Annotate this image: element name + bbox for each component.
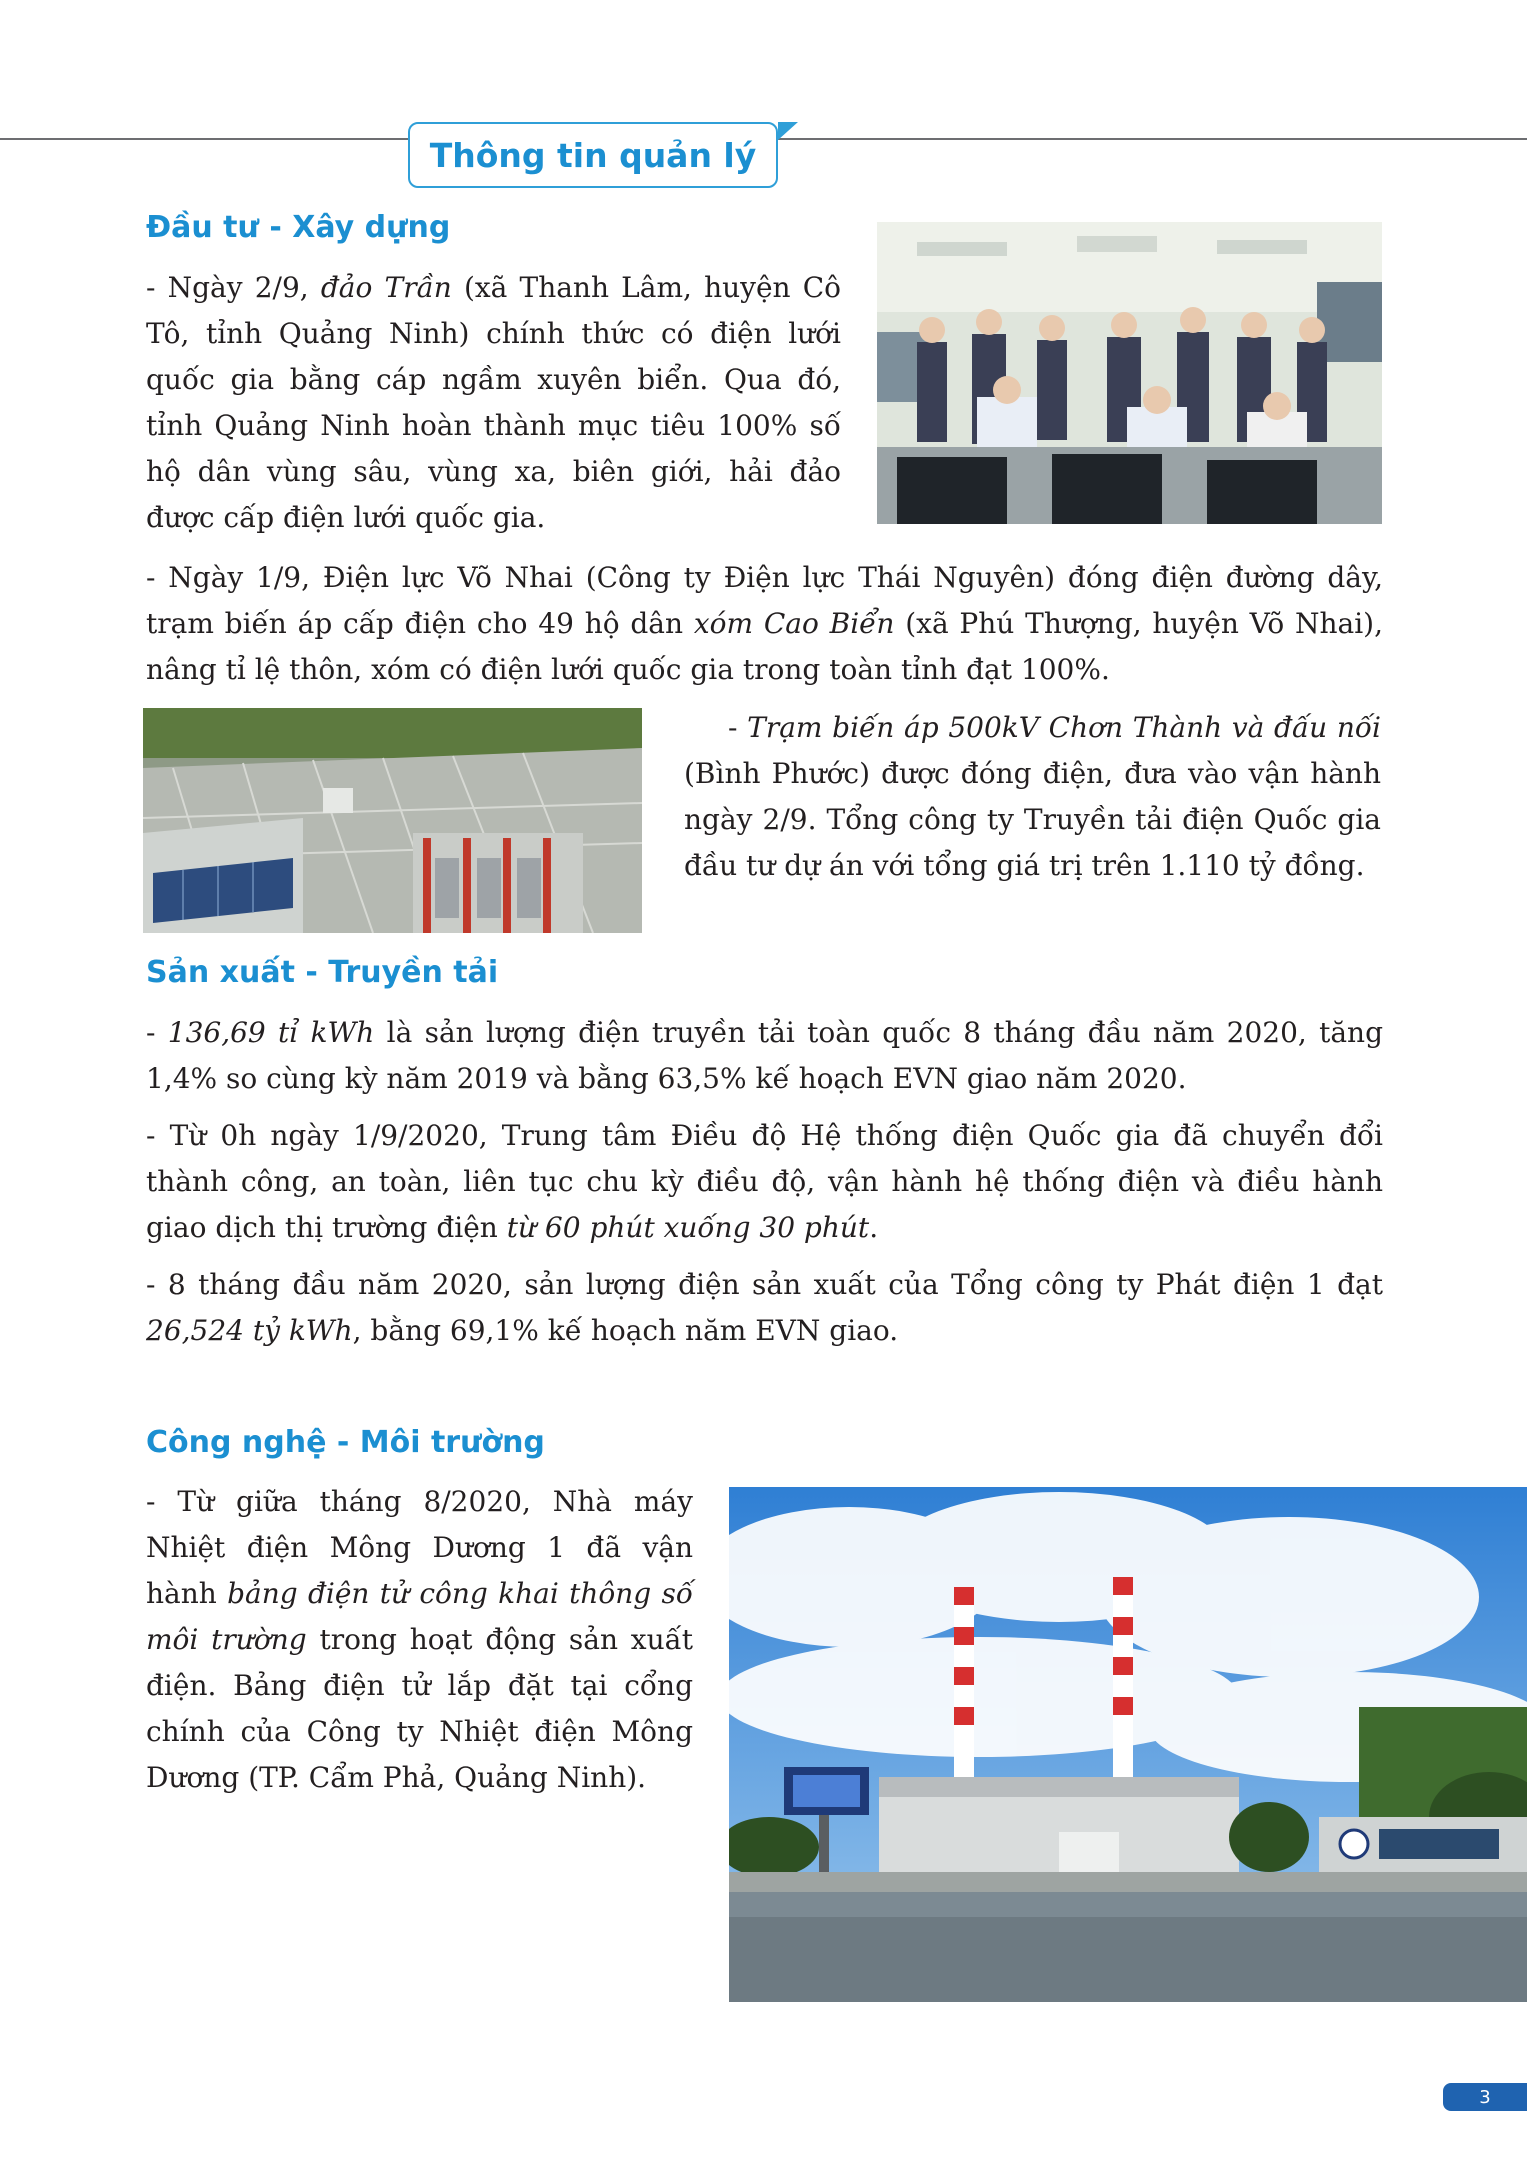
- text-run: -: [146, 1016, 168, 1049]
- section-header-title: Thông tin quản lý: [408, 122, 778, 188]
- photo-power-plant-gate: [729, 1487, 1527, 2002]
- text-italic: Trạm biến áp 500kV Chơn Thành và đấu nối: [747, 711, 1381, 744]
- text-run: (xã Phú Thượng, huyện Võ Nhai), nâng tỉ lệ thôn, xóm có điện lưới quốc gia trong toàn tỉnh đạt 100%.: [146, 607, 1384, 686]
- text-run: (Bình Phước) được đóng điện, đưa vào vận hành ngày 2/9. Tổng công ty Truyền tải điện Quốc gia đầu tư dự án với tổng giá trị trên 1.110 tỷ đồng.: [684, 757, 1381, 882]
- text-italic: bảng điện tử công khai thông số môi trường: [146, 1577, 693, 1656]
- text-run: là sản lượng điện truyền tải toàn quốc 8 tháng đầu năm 2020, tăng 1,4% so cùng kỳ năm 2019 và bằng 63,5% kế hoạch EVN giao năm 2020.: [146, 1016, 1383, 1095]
- paragraph-phat-dien-1: [146, 1262, 1383, 1354]
- photo-control-room: [877, 222, 1382, 524]
- text-run: -: [728, 711, 748, 744]
- text-italic: 136,69 tỉ kWh: [167, 1016, 375, 1049]
- text-run: .: [869, 1211, 879, 1244]
- paragraph-dao-tran: [146, 265, 841, 541]
- paragraph-mong-duong: [146, 1479, 693, 1801]
- paragraph-truyen-tai-toan-quoc: [146, 1010, 1383, 1102]
- text-run: - Từ giữa tháng 8/2020, Nhà máy Nhiệt điện Mông Dương 1 đã vận hành: [146, 1485, 693, 1610]
- text-run: (xã Thanh Lâm, huyện Cô Tô, tỉnh Quảng Ninh) chính thức có điện lưới quốc gia bằng cáp ngầm xuyên biển. Qua đó, tỉnh Quảng Ninh hoàn thành mục tiêu 100% số hộ dân vùng sâu, vùng xa, biên giới, hải đảo được cấp điện lưới quốc gia.: [146, 271, 842, 534]
- paragraph-chu-ky-dieu-do: [146, 1113, 1383, 1251]
- text-italic: 26,524 tỷ kWh: [146, 1314, 353, 1347]
- text-italic: từ 60 phút xuống 30 phút: [506, 1211, 870, 1244]
- paragraph-chon-thanh: [684, 705, 1381, 889]
- header-corner-tab: [778, 122, 798, 140]
- text-italic: đảo Trần: [320, 271, 452, 304]
- heading-cong-nghe-moi-truong: Công nghệ - Môi trường: [146, 1425, 545, 1460]
- text-run: - Ngày 1/9, Điện lực Võ Nhai (Công ty Điện lực Thái Nguyên) đóng điện đường dây, trạm biến áp cấp điện cho 49 hộ dân: [146, 561, 1383, 640]
- heading-dau-tu-xay-dung: Đầu tư - Xây dựng: [146, 210, 451, 245]
- heading-san-xuat-truyen-tai: Sản xuất - Truyền tải: [146, 955, 499, 990]
- page-number-badge: 3: [1443, 2083, 1527, 2111]
- text-run: trong hoạt động sản xuất điện. Bảng điện tử lắp đặt tại cổng chính của Công ty Nhiệt điện Mông Dương (TP. Cẩm Phả, Quảng Ninh).: [146, 1623, 694, 1794]
- paragraph-vo-nhai: [146, 555, 1383, 693]
- photo-substation: [143, 708, 642, 933]
- text-italic: xóm Cao Biển: [693, 607, 895, 640]
- text-run: , bằng 69,1% kế hoạch năm EVN giao.: [352, 1314, 899, 1347]
- text-run: - Từ 0h ngày 1/9/2020, Trung tâm Điều độ Hệ thống điện Quốc gia đã chuyển đổi thành công, an toàn, liên tục chu kỳ điều độ, vận hành hệ thống điện và điều hành giao dịch thị trường điện: [146, 1119, 1383, 1244]
- text-run: - Ngày 2/9,: [146, 271, 321, 304]
- text-run: - 8 tháng đầu năm 2020, sản lượng điện sản xuất của Tổng công ty Phát điện 1 đạt: [146, 1268, 1383, 1301]
